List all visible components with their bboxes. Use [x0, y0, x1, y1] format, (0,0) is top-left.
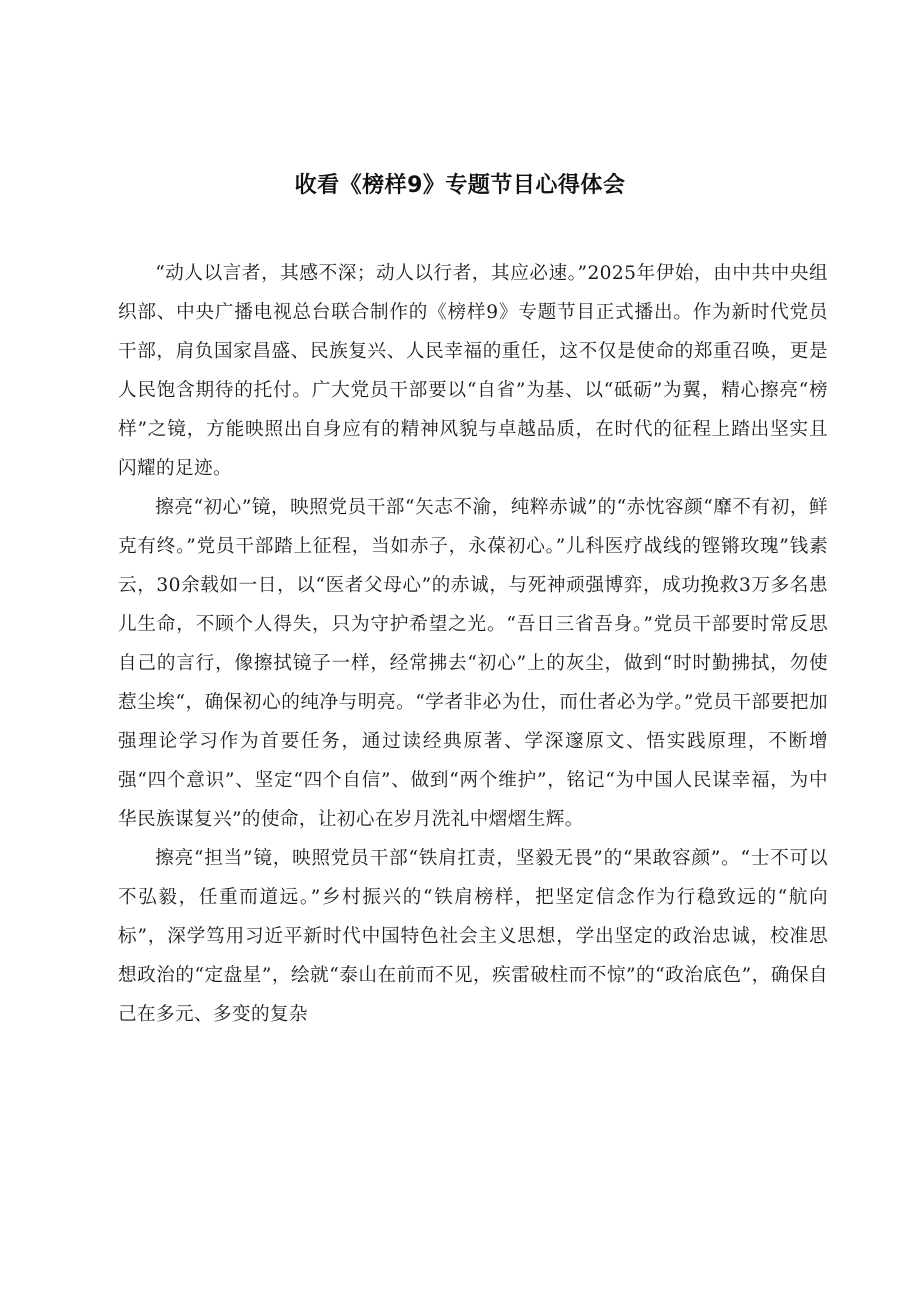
paragraph-intro: “动人以言者，其感不深；动人以行者，其应必速。”2025年伊始，由中共中央组织部、中央广播电视总台联合制作的《榜样9》专题节目正式播出。作为新时代党员干部，肩负国家昌盛、民族复兴、人民幸福的重任，这不仅是使命的郑重召唤，更是人民饱含期待的托付。广大党员干部要以“自省”为基、以“砥砺”为翼，精心擦亮“榜样”之镜，方能映照出自身应有的精神风貌与卓越品质，在时代的征程上踏出坚实且闪耀的足迹。: [118, 263, 828, 479]
paragraph-original-aspiration: 擦亮“初心”镜，映照党员干部“矢志不渝，纯粹赤诚”的“赤忱容颜“靡不有初，鲜克有终。”党员干部踏上征程，当如赤子，永葆初心。”儿科医疗战线的铿锵玫瑰”钱素云，30余载如一日，以“医者父母心”的赤诚，与死神顽强博弈，成功挽救3万多名患儿生命，不顾个人得失，只为守护希望之光。“吾日三省吾身。”党员干部要时常反思自己的言行，像擦拭镜子一样，经常拂去“初心”上的灰尘，做到“时时勤拂拭，勿使惹尘埃“，确保初心的纯净与明亮。“学者非必为仕，而仕者必为学。”党员干部要把加强理论学习作为首要任务，通过读经典原著、学深邃原文、悟实践原理，不断增强“四个意识”、坚定“四个自信”、做到“两个维护”，铭记“为中国人民谋幸福，为中华民族谋复兴”的使命，让初心在岁月洗礼中熠熠生辉。: [118, 497, 828, 830]
document-title: 收看《榜样9》专题节目心得体会: [294, 173, 626, 198]
document-body: [118, 254, 828, 1034]
paragraph-responsibility: 擦亮“担当”镜，映照党员干部“铁肩扛责，坚毅无畏”的“果敢容颜”。“士不可以不弘毅，任重而道远。”乡村振兴的“铁肩榜样，把坚定信念作为行稳致远的“航向标”，深学笃用习近平新时代中国特色社会主义思想，学出坚定的政治忠诚，校准思想政治的“定盘星”，绘就“泰山在前而不见，疾雷破柱而不惊”的“政治底色”，确保自己在多元、多变的复杂: [118, 848, 828, 1025]
